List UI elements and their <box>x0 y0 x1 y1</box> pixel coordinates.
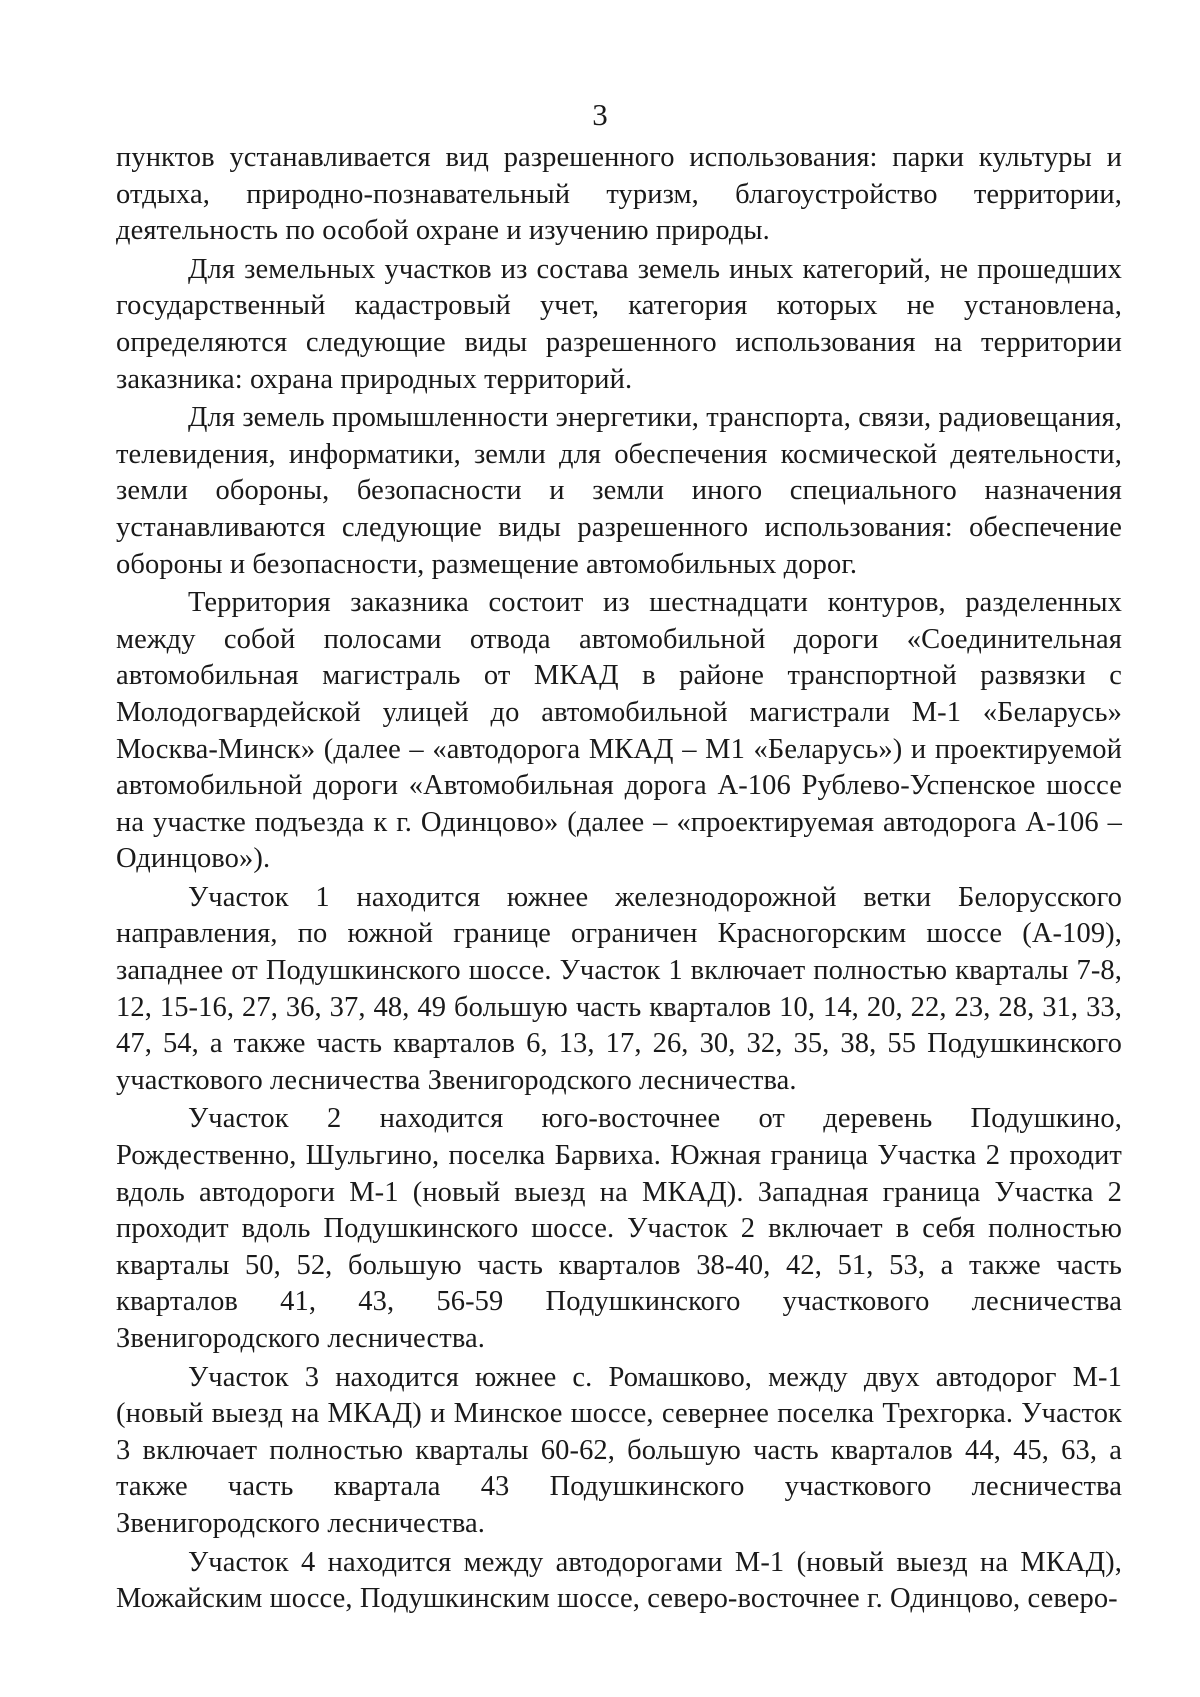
page-number: 3 <box>592 97 608 132</box>
paragraph-territory-contours: Территория заказника состоит из шестнадцати контуров, разделенных между собой полосами отвода автомобильной дороги «Соединительная автомобильная магистраль от МКАД в районе транспортной развязки с Молодогвардейской улицей до автомобильной магистрали М-1 «Беларусь» Москва-Минск» (далее – «автодорога МКАД – М1 «Беларусь») и проектируемой автомобильной дороги «Автомобильная дорога А-106 Рублево-Успенское шоссе на участке подъезда к г. Одинцово» (далее – «проектируемая автодорога А-106 – Одинцово»). <box>116 587 1122 875</box>
paragraph-continuation: пунктов устанавливается вид разрешенного использования: парки культуры и отдыха, природно-познавательный туризм, благоустройство территории, деятельность по особой охране и изучению природы. <box>116 142 1122 247</box>
paragraph-industry-lands: Для земель промышленности энергетики, транспорта, связи, радиовещания, телевидения, информатики, земли для обеспечения космической деятельности, земли обороны, безопасности и земли иного специального назначения устанавливаются следующие виды разрешенного использования: обеспечение обороны и безопасности, размещение автомобильных дорог. <box>116 402 1122 580</box>
paragraph-other-categories: Для земельных участков из состава земель иных категорий, не прошедших государственный кадастровый учет, категория которых не установлена, определяются следующие виды разрешенного использования на территории заказника: охрана природных территорий. <box>116 253 1122 395</box>
document-body <box>116 140 1122 1620</box>
paragraph-section-1: Участок 1 находится южнее железнодорожной ветки Белорусского направления, по южной границе ограничен Красногорским шоссе (А-109), западнее от Подушкинского шоссе. Участок 1 включает полностью кварталы 7-8, 12, 15-16, 27, 36, 37, 48, 49 большую часть кварталов 10, 14, 20, 22, 23, 28, 31, 33, 47, 54, а также часть кварталов 6, 13, 17, 26, 30, 32, 35, 38, 55 Подушкинского участкового лесничества Звенигородского лесничества. <box>116 881 1122 1096</box>
paragraph-section-4: Участок 4 находится между автодорогами М-1 (новый выезд на МКАД), Можайским шоссе, Подушкинским шоссе, северо-восточнее г. Одинцово, северо- <box>116 1546 1122 1615</box>
paragraph-section-2: Участок 2 находится юго-восточнее от деревень Подушкино, Рождественно, Шульгино, поселка Барвиха. Южная граница Участка 2 проходит вдоль автодороги М-1 (новый выезд на МКАД). Западная граница Участка 2 проходит вдоль Подушкинского шоссе. Участок 2 включает в себя полностью кварталы 50, 52, большую часть кварталов 38-40, 42, 51, 53, а также часть кварталов 41, 43, 56-59 Подушкинского участкового лесничества Звенигородского лесничества. <box>116 1103 1122 1354</box>
paragraph-section-3: Участок 3 находится южнее с. Ромашково, между двух автодорог М-1 (новый выезд на МКАД) и Минское шоссе, севернее поселка Трехгорка. Участок 3 включает полностью кварталы 60-62, большую часть кварталов 44, 45, 63, а также часть квартала 43 Подушкинского участкового лесничества Звенигородского лесничества. <box>116 1361 1122 1539</box>
